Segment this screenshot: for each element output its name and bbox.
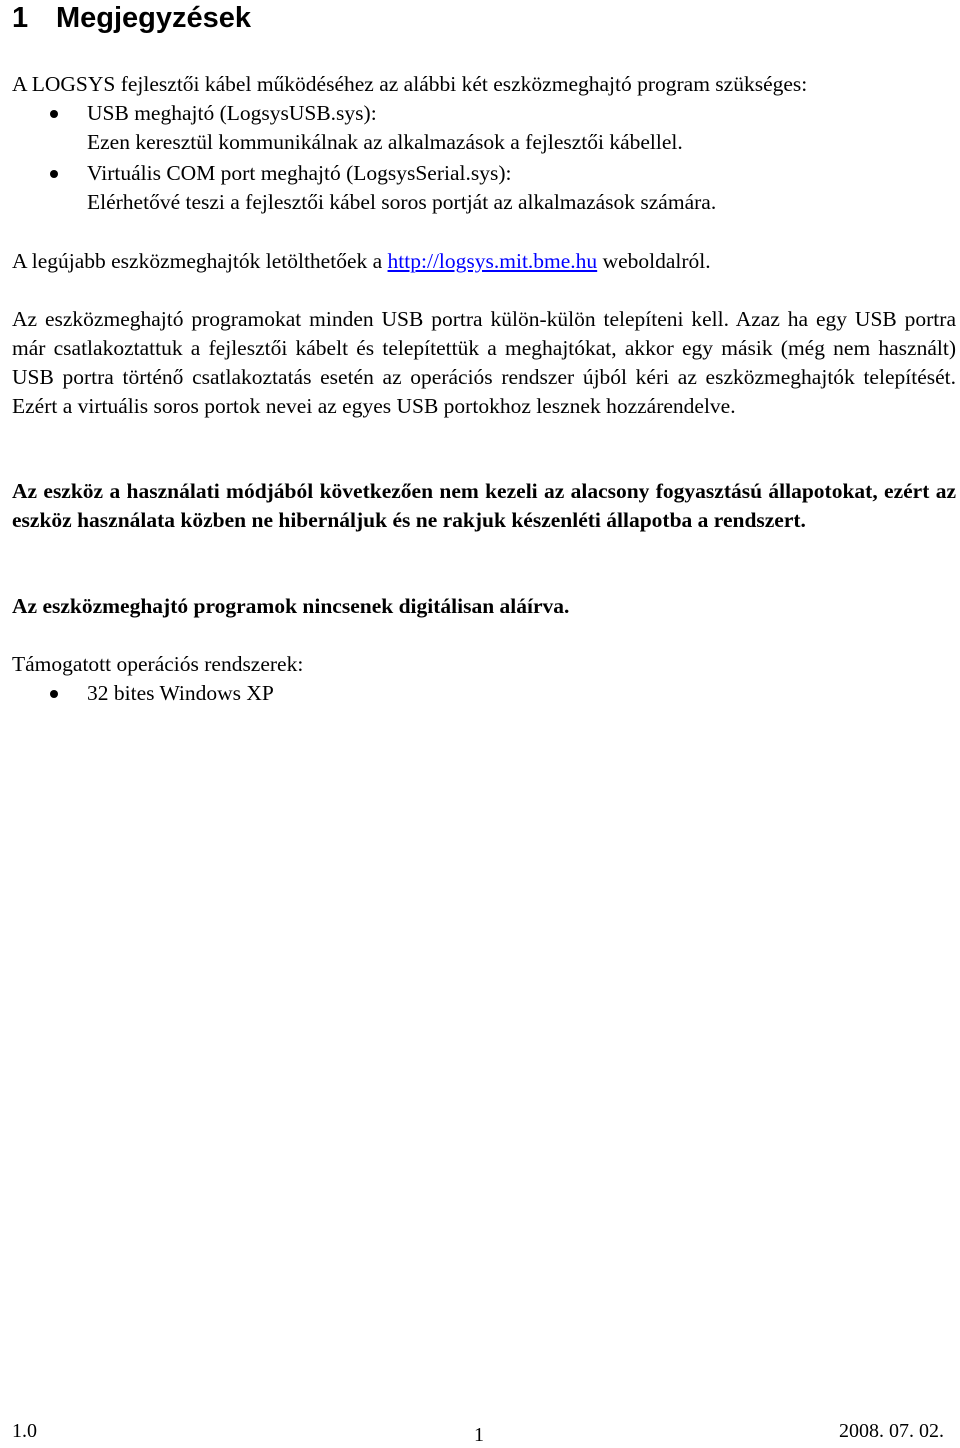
section-title: Megjegyzések: [56, 2, 252, 34]
intro-paragraph: A LOGSYS fejlesztői kábel működéséhez az alábbi két eszközmeghajtó program szükséges:: [12, 72, 808, 96]
driver-list-item-usb: [12, 99, 942, 157]
supported-os-label: Támogatott operációs rendszerek:: [12, 652, 304, 676]
driver-description-serial: Elérhetővé teszi a fejlesztői kábel soros portját az alkalmazások számára.: [87, 190, 717, 214]
bullet-icon: [50, 679, 58, 708]
driver-description-usb: Ezen keresztül kommunikálnak az alkalmazások a fejlesztői kábellel.: [87, 130, 683, 154]
footer-page-number: 1: [474, 1424, 484, 1446]
download-link[interactable]: http://logsys.mit.bme.hu: [387, 249, 598, 273]
supported-os-item-label: 32 bites Windows XP: [87, 681, 274, 705]
bullet-icon: [50, 159, 58, 188]
section-number: 1: [12, 2, 29, 34]
install-note-paragraph: Az eszközmeghajtó programokat minden USB portra külön-külön telepíteni kell. Azaz ha egy USB portra már csatlakoztattuk a fejlesztői kábelt és telepítettük a meghajtókat, akkor egy másik (még nem használt) USB portra történő csatlakoztatás esetén az operációs rendszer újból kéri az eszközmeghajtók telepítését. Ezért a virtuális soros portok nevei az egyes USB portokhoz lesznek hozzárendelve.: [12, 307, 956, 418]
driver-name-serial: Virtuális COM port meghajtó (LogsysSerial.sys):: [87, 161, 512, 185]
footer-date: 2008. 07. 02.: [839, 1420, 944, 1442]
bullet-icon: [50, 99, 58, 128]
footer-version: 1.0: [12, 1420, 37, 1442]
supported-os-item: [12, 679, 942, 708]
download-text-after: weboldalról.: [597, 249, 711, 273]
download-paragraph: [12, 247, 956, 276]
section-heading: [12, 0, 251, 36]
signature-note-paragraph: Az eszközmeghajtó programok nincsenek digitálisan aláírva.: [12, 594, 570, 618]
warning-paragraph: Az eszköz a használati módjából következően nem kezeli az alacsony fogyasztású állapotokat, ezért az eszköz használata közben ne hibernáljuk és ne rakjuk készenléti állapotba a rendszert.: [12, 479, 956, 532]
download-text-before: A legújabb eszközmeghajtók letölthetőek a: [12, 249, 388, 273]
driver-list-item-serial: [12, 159, 942, 217]
driver-name-usb: USB meghajtó (LogsysUSB.sys):: [87, 101, 377, 125]
